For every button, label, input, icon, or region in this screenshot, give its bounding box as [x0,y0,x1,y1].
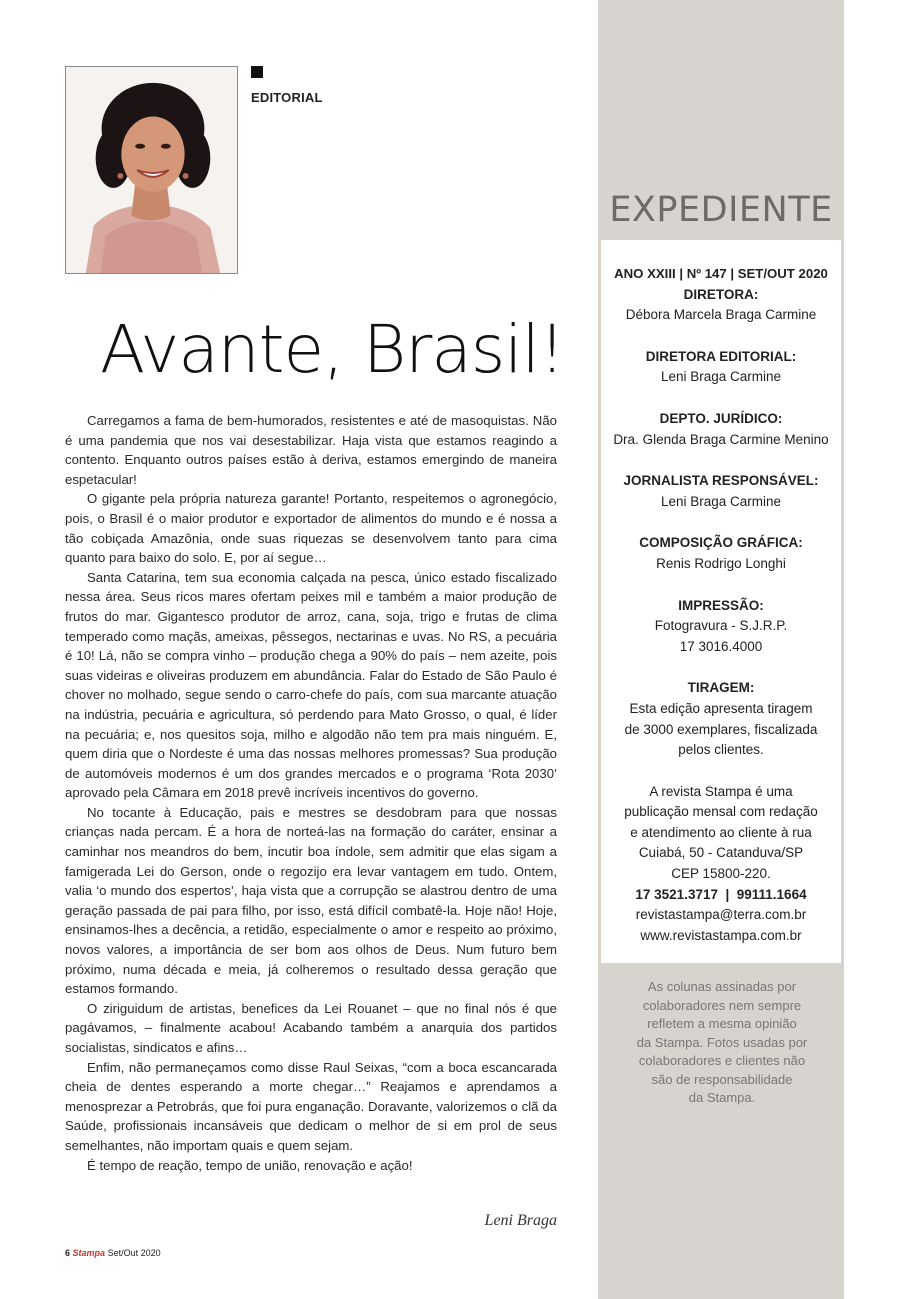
credit-name: Dra. Glenda Braga Carmine Menino [613,431,829,447]
credit-role: TIRAGEM: [687,680,755,696]
article-paragraph: Carregamos a fama de bem-humorados, resistentes e até de masoquistas. Não é uma pandemia que nos vai desestabilizar. Haja vista que estamos reagindo a contento. Enquanto outros países estão à deriva, estamos emergindo de maneira espetacular! [65,413,557,487]
page-number: 6 [65,1248,71,1258]
credit-phone: 17 3016.4000 [679,638,763,654]
article-paragraph: O gigante pela própria natureza garante! Portanto, respeitemos o agronegócio, pois, o Brasil é o maior produtor e exportador de alimentos do mundo e é nossa a tão cobiçada Amazônia, onde suas riquezas se desenvolvem tanto para cima quanto para baixo do solo. E, por aí segue… [65,491,557,566]
credits-box [601,240,841,963]
credit-role: DEPTO. JURÍDICO: [659,410,783,426]
credit-name: Renis Rodrigo Longhi [656,555,786,571]
credit-name: Fotogravura - S.J.R.P. [654,618,788,634]
credit-role: COMPOSIÇÃO GRÁFICA: [639,535,803,551]
tiragem-text: Esta edição apresenta tiragem [629,700,813,716]
page-footer [65,1248,161,1258]
contact-website: www.revistastampa.com.br [640,927,802,943]
disclaimer-line: colaboradores nem sempre [642,997,802,1013]
issue-line: ANO XXIII | Nº 147 | SET/OUT 2020 [614,266,828,281]
about-text: A revista Stampa é uma [649,783,793,799]
article-paragraph: No tocante à Educação, pais e mestres se desdobram para que nossas crianças nada percam. É a hora de norteá-las na formação do caráter, ensinar a caminhar nos meandros do bem, incutir boa índole, sem admitir que elas sigam a famigerada Lei do Gerson, onde o regozijo era levar vantagem em tudo. Ontem, valia ‘o mundo dos espertos’, haja vista que a corrupção se alastrou dentro de uma geração passada de pai para filho, por isso, está difícil combatê-la. Hoje não! Hoje, ensinamos-lhes a decência, a retidão, especialmente o amor e respeito ao próximo, novos valores, a importância de ser bom aos olhos de Deus. Num futuro bem próximo, numa década e meia, já colheremos o resultado dessa geração que estamos formando. [65,804,557,997]
expediente-title: EXPEDIENTE [609,190,833,230]
contact-phones: 17 3521.3717 | 99111.1664 [635,886,807,902]
author-photo [65,66,238,274]
credit-role: IMPRESSÃO: [678,597,764,613]
article-paragraph: Enfim, não permaneçamos como disse Raul Seixas, “com a boca escancarada cheia de dentes esperando a morte chegar…” Reajamos e aprendamos a menosprezar a Petrobrás, que foi pura enganação. Doravante, valorizemos o clã da Saúde, profissionais incansáveis que dedicam o melhor de si em prol de seus semelhantes, não importam quais e quem sejam. [65,1059,557,1153]
portrait-image [66,67,237,273]
article-paragraph: O ziriguidum de artistas, benefices da Lei Rouanet – que no final nós é que pagávamos, – finalmente acabou! Acabando também a anarquia dos partidos socialistas, sindicatos e afins… [65,1000,557,1055]
issue-date: Set/Out 2020 [107,1248,161,1258]
disclaimer-line: são de responsabilidade [651,1071,793,1087]
credit-role: JORNALISTA RESPONSÁVEL: [623,473,819,489]
disclaimer-note [612,978,832,1108]
credit-name: Débora Marcela Braga Carmine [625,307,817,323]
credit-role: DIRETORA EDITORIAL: [645,348,797,364]
credit-name: Leni Braga Carmine [660,369,782,385]
section-marker [251,66,263,78]
article-paragraph: É tempo de reação, tempo de união, renovação e ação! [87,1157,413,1173]
credit-role: DIRETORA: [683,286,759,302]
article-body [65,411,557,1175]
tiragem-text: de 3000 exemplares, fiscalizada [624,721,818,737]
magazine-brand: Stampa [72,1248,106,1258]
disclaimer-line: da Stampa. Fotos usadas por [636,1034,808,1050]
author-signature: Leni Braga [484,1212,557,1229]
about-text: Cuiabá, 50 - Catanduva/SP [638,845,804,861]
disclaimer-line: refletem a mesma opinião [647,1016,797,1031]
disclaimer-line: As colunas assinadas por [647,979,797,994]
about-text: publicação mensal com redação [624,804,818,820]
about-text: CEP 15800-220. [671,866,771,882]
section-label: EDITORIAL [251,90,323,105]
about-text: e atendimento ao cliente à rua [630,824,812,840]
disclaimer-line: colaboradores e clientes não [638,1053,806,1068]
disclaimer-line: da Stampa. [688,1090,756,1105]
credit-name: Leni Braga Carmine [660,493,782,509]
contact-email: revistastampa@terra.com.br [635,907,807,923]
tiragem-text: pelos clientes. [678,742,764,758]
article-headline: Avante, Brasil! [100,311,565,388]
article-paragraph: Santa Catarina, tem sua economia calçada na pesca, único estado fiscalizado nessa área. Seus ricos mares ofertam peixes mil e também a maior produção de frutos do mar. Gigantesco produtor de arroz, cana, soja, trigo e frutas de clima temperado como maçãs, ameixas, pêssegos, nectarinas e uvas. No RS, a pecuária é 10! Lá, não se compra vinho – produção chega a 90% do país – nem azeite, pois suas videiras e oliveiras produzem em abundância. Falar do Estado de São Paulo é chover no molhado, segue sendo o carro-chefe do país, com sua marcante atuação na indústria, pecuária e agricultura, só perdendo para Mato Grosso, o qual, é líder na pecuária; e, nos quesitos soja, milho e algodão não tem pra mais ninguém. E, quem diria que o Nordeste é uma das nossas melhores promessas? Sua produção de automóveis modernos é um dos grandes mercados e o programa ‘Rota 2030’ aprovado pela Câmara em 2018 prevê incríveis incentivos do governo. [65,569,557,801]
